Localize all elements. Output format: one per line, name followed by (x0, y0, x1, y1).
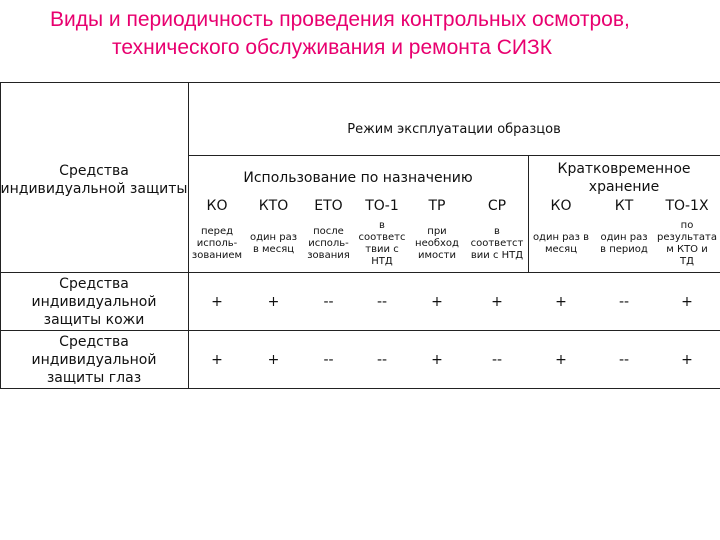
table-cell: + (431, 293, 443, 310)
table-cell: -- (323, 293, 334, 310)
col-code: ЕТО (314, 198, 343, 214)
table-cell: -- (323, 351, 334, 368)
col-code: ТР (428, 198, 446, 214)
usage-header: Использование по назначению (243, 170, 473, 186)
table-border-bottom (0, 388, 720, 389)
col-desc: перед исполь- зованием (191, 226, 243, 261)
col-desc: один раз в период (600, 232, 648, 255)
table-cell: + (681, 293, 693, 310)
col-desc: по результата м КТО и ТД (657, 220, 717, 267)
col-desc: один раз в месяц (532, 232, 590, 255)
table-cell: + (431, 351, 443, 368)
table-cell: -- (491, 351, 503, 368)
title-line-2: технического обслуживания и ремонта СИЗК (112, 36, 552, 59)
col-desc: один раз в месяц (249, 232, 298, 255)
table-cell: + (681, 351, 693, 368)
col-desc: в соответс твии с НТД (358, 220, 406, 267)
table-cell: + (267, 293, 280, 310)
table-cell: -- (618, 293, 630, 310)
mode-header: Режим эксплуатации образцов (347, 122, 561, 137)
row-label: Средства индивидуальной защиты кожи (31, 275, 157, 328)
col-code: СР (487, 198, 507, 214)
row-header: Средства индивидуальной защиты (0, 163, 188, 197)
col-code: КТО (258, 198, 289, 214)
col-code: КО (206, 198, 228, 214)
col-desc: в соответст вии с НТД (470, 226, 524, 261)
table-cell: + (211, 293, 223, 310)
table-cell: -- (618, 351, 630, 368)
table-cell: + (211, 351, 223, 368)
col-desc: при необход имости (415, 226, 459, 261)
table-border-top (0, 82, 720, 83)
col-code: КТ (614, 198, 634, 214)
storage-header: Кратковременное хранение (557, 161, 691, 195)
table-cell: + (555, 351, 567, 368)
table-cell: -- (376, 351, 388, 368)
table-cell: + (491, 293, 503, 310)
col-code: КО (550, 198, 572, 214)
col-desc: после исполь- зования (307, 226, 350, 261)
col-code: ТО-1Х (665, 198, 709, 214)
table-line-mode (188, 155, 720, 156)
row-label: Средства индивидуальной защиты глаз (31, 333, 157, 386)
table-cell: -- (376, 293, 388, 310)
title-line-1: Виды и периодичность проведения контрольных осмотров, (50, 8, 630, 31)
col-code: ТО-1 (365, 198, 399, 214)
table-cell: + (267, 351, 280, 368)
table-cell: + (555, 293, 567, 310)
